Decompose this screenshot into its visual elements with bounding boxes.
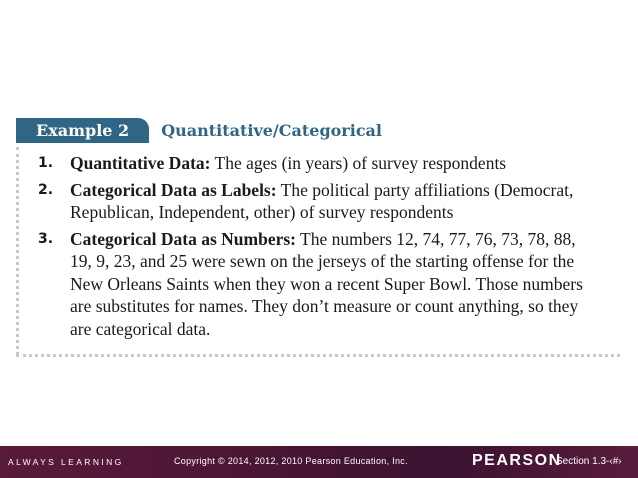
footer-tagline: ALWAYS LEARNING <box>8 457 124 467</box>
item-lead: Categorical Data as Numbers: <box>70 228 296 249</box>
list-item <box>38 179 598 224</box>
section-label: Section 1.3-‹#› <box>556 456 622 467</box>
item-text: The ages (in years) of survey respondents <box>210 153 507 173</box>
example-title: Quantitative/Categorical <box>161 121 382 140</box>
dotted-border-bottom <box>16 354 620 357</box>
list-item <box>38 228 598 341</box>
item-number: 1. <box>38 155 54 171</box>
item-text: The numbers 12, 74, 77, 76, 73, 78, 88, 19, 9, 23, and 25 were sewn on the jerseys of the starting offense for the New Orleans Saints when they won a recent Super Bowl. Those numbers are substitutes for names. They don’t measure or count anything, so they are categorical data. <box>70 228 583 339</box>
item-number: 3. <box>38 230 54 247</box>
example-badge: Example 2 <box>16 118 149 143</box>
example-header <box>16 118 382 143</box>
pearson-logo: PEARSON <box>472 452 562 469</box>
list-item <box>38 152 598 175</box>
dotted-border-left <box>16 147 19 355</box>
footer-copyright: Copyright © 2014, 2012, 2010 Pearson Education, Inc. <box>174 456 408 466</box>
item-lead: Quantitative Data: <box>70 153 211 173</box>
item-text: The political party affiliations (Democrat, Republican, Independent, other) of survey respondents <box>70 179 574 222</box>
item-number: 2. <box>38 181 54 198</box>
example-list <box>38 152 598 344</box>
footer-bar <box>0 446 638 478</box>
item-lead: Categorical Data as Labels: <box>70 179 277 200</box>
